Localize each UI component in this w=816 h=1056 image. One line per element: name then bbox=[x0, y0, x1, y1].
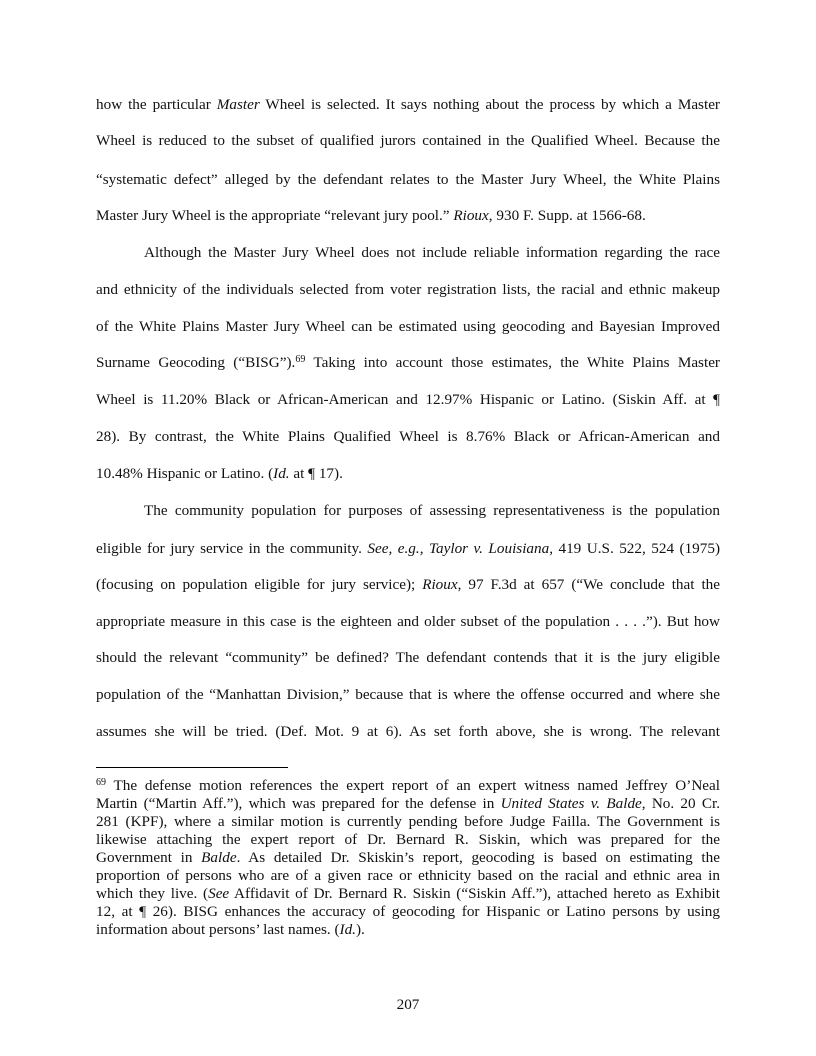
body-line: how the particular Master Wheel is selected. It says nothing about the process by which a Master bbox=[96, 96, 720, 113]
body-line: of the White Plains Master Jury Wheel can be estimated using geocoding and Bayesian Improved bbox=[96, 318, 720, 335]
body-line: should the relevant “community” be defined? The defendant contends that it is the jury eligible bbox=[96, 649, 720, 666]
footnote-line bbox=[96, 777, 720, 795]
italic-text: Rioux bbox=[453, 207, 489, 224]
italic-text: Master bbox=[216, 96, 260, 113]
body-line: 28). By contrast, the White Plains Qualified Wheel is 8.76% Black or African-American and bbox=[96, 428, 720, 445]
body-line: Surname Geocoding (“BISG”).$^{69}$ Taking into account those estimates, the White Plains Master bbox=[96, 354, 720, 371]
body-line: eligible for jury service in the community. See, e.g., Taylor v. Louisiana, 419 U.S. 522, 524 (1975) bbox=[96, 540, 721, 557]
body-line: Wheel is reduced to the subset of qualified jurors contained in the Qualified Wheel. Because the bbox=[96, 132, 720, 149]
italic-text: Rioux bbox=[422, 576, 458, 593]
footnote-line: information about persons’ last names. (Id.). bbox=[96, 921, 365, 938]
body-line: (focusing on population eligible for jury service); Rioux, 97 F.3d at 657 (“We conclude that the bbox=[96, 576, 720, 593]
page-number: 207 bbox=[396, 996, 420, 1013]
body-line: Although the Master Jury Wheel does not include reliable information regarding the race bbox=[144, 244, 720, 261]
italic-text: Id. bbox=[339, 921, 356, 938]
footnote-marker: 69 bbox=[96, 777, 106, 788]
footnote-line: Government in Balde. As detailed Dr. Skiskin’s report, geocoding is based on estimating the bbox=[96, 849, 720, 866]
italic-text: See bbox=[208, 885, 230, 902]
italic-text: United States v. Balde bbox=[500, 795, 642, 812]
body-line: Master Jury Wheel is the appropriate “relevant jury pool.” Rioux, 930 F. Supp. at 1566-68. bbox=[96, 207, 646, 224]
body-line: “systematic defect” alleged by the defendant relates to the Master Jury Wheel, the White Plains bbox=[96, 171, 720, 188]
footnote-line: which they live. (See Affidavit of Dr. Bernard R. Siskin (“Siskin Aff.”), attached hereto as Exhibit bbox=[96, 885, 720, 902]
body-line: The community population for purposes of assessing representativeness is the population bbox=[144, 502, 720, 519]
italic-text: Id. bbox=[273, 465, 290, 482]
footnote-line: proportion of persons who are of a given race or ethnicity based on the racial and ethnic area in bbox=[96, 867, 720, 884]
body-line: assumes she will be tried. (Def. Mot. 9 at 6). As set forth above, she is wrong. The relevant bbox=[96, 723, 720, 740]
body-line: 10.48% Hispanic or Latino. (Id. at ¶ 17). bbox=[96, 465, 343, 482]
body-line: population of the “Manhattan Division,” because that is where the offense occurred and where she bbox=[96, 686, 720, 703]
footnote-line: 281 (KPF), where a similar motion is currently pending before Judge Failla. The Government is bbox=[96, 813, 720, 830]
italic-text: Taylor v. Louisiana bbox=[428, 540, 550, 557]
body-line: and ethnicity of the individuals selected from voter registration lists, the racial and ethnic makeup bbox=[96, 281, 720, 298]
italic-text: Balde bbox=[201, 849, 237, 866]
footnote-line: likewise attaching the expert report of Dr. Bernard R. Siskin, which was prepared for the bbox=[96, 831, 720, 848]
footnote-separator bbox=[96, 767, 288, 768]
footnote-line: 12, at ¶ 26). BISG enhances the accuracy of geocoding for Hispanic or Latino persons by using bbox=[96, 903, 720, 920]
body-line: Wheel is 11.20% Black or African-American and 12.97% Hispanic or Latino. (Siskin Aff. at ¶ bbox=[96, 391, 720, 408]
italic-text: See, e.g. bbox=[367, 540, 420, 557]
footnote-text: The defense motion references the expert report of an expert witness named Jeffrey O’Neal bbox=[106, 777, 720, 794]
footnote-reference[interactable]: 69 bbox=[295, 354, 306, 365]
body-line: appropriate measure in this case is the eighteen and older subset of the population . . . .”). But how bbox=[96, 613, 720, 630]
footnote-line: Martin (“Martin Aff.”), which was prepared for the defense in United States v. Balde, No. 20 Cr. bbox=[96, 795, 721, 812]
